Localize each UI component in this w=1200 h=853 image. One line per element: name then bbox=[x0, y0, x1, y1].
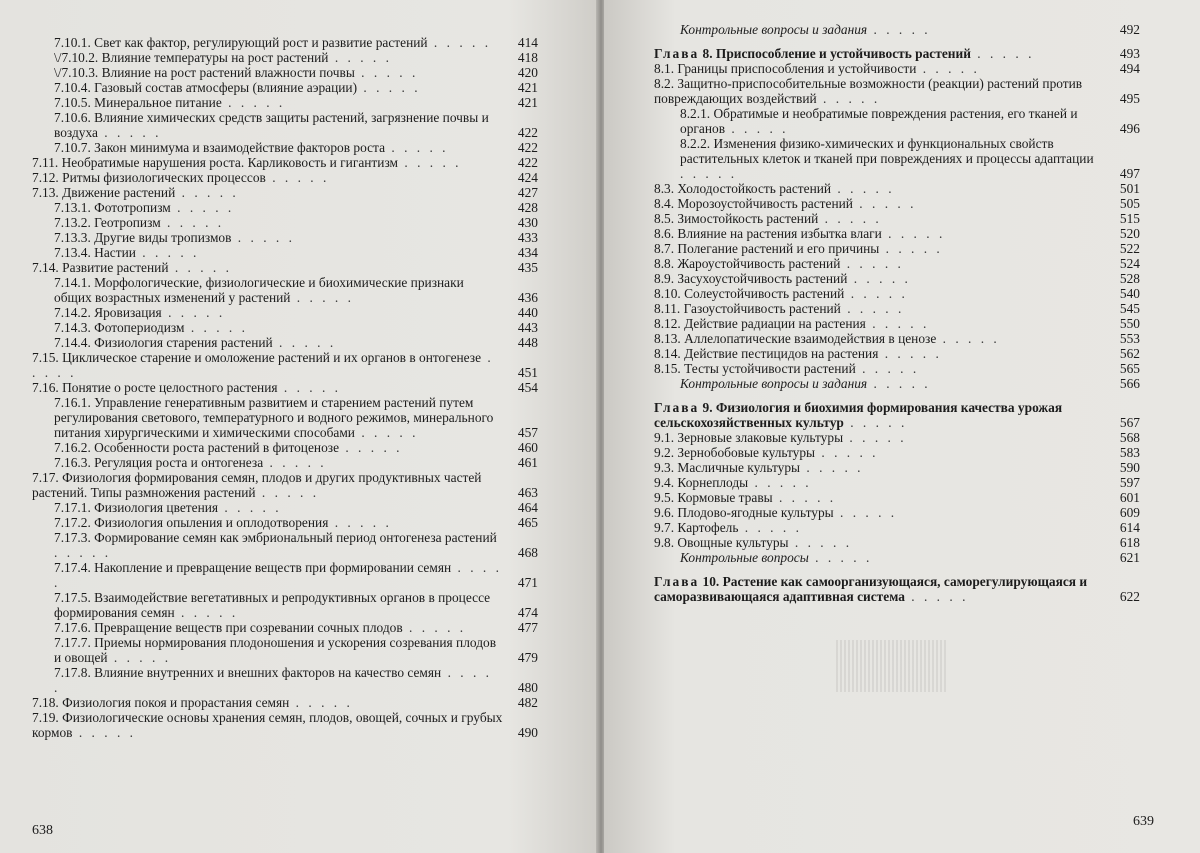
dot-leader: . . . . . bbox=[398, 155, 462, 170]
toc-entry-page: 428 bbox=[517, 200, 538, 215]
toc-entry-page: 590 bbox=[1119, 460, 1140, 475]
toc-entry-title: 9.4. Корнеплоды bbox=[654, 475, 749, 490]
toc-entry-title: 7.18. Физиология покоя и прорастания семян bbox=[32, 695, 290, 710]
toc-entry-title: 7.15. Циклическое старение и омоложение растений и их органов в онтогенезе bbox=[32, 350, 482, 365]
toc-entry-page: 597 bbox=[1119, 475, 1140, 490]
toc-entry-page: 427 bbox=[517, 185, 538, 200]
dot-leader: . . . . . bbox=[265, 170, 330, 185]
chapter-prefix: Глава bbox=[654, 574, 700, 589]
toc-entry-title: 9.8. Овощные культуры bbox=[654, 535, 789, 550]
toc-entry-page: 457 bbox=[517, 425, 538, 440]
dot-leader: . . . . . bbox=[680, 166, 738, 181]
toc-entry-title: 8.12. Действие радиации на растения bbox=[654, 316, 866, 331]
toc-entry-title: 7.13. Движение растений bbox=[32, 185, 176, 200]
toc-entry-title: 9.2. Зернобобовые культуры bbox=[654, 445, 816, 460]
toc-entry bbox=[32, 530, 538, 560]
toc-entry bbox=[32, 215, 538, 230]
toc-entry bbox=[654, 376, 1140, 391]
toc-entry bbox=[654, 256, 1140, 271]
toc-entry-page: 618 bbox=[1119, 535, 1140, 550]
dot-leader: . . . . . bbox=[72, 725, 136, 740]
toc-entry-page: 545 bbox=[1119, 301, 1140, 316]
dot-leader: . . . . . bbox=[272, 335, 337, 350]
toc-entry bbox=[654, 331, 1140, 346]
toc-entry-page: 418 bbox=[517, 50, 538, 65]
dot-leader: . . . . . bbox=[904, 589, 969, 604]
toc-entry-page: 422 bbox=[517, 125, 538, 140]
toc-entry bbox=[32, 440, 538, 455]
toc-entry-page: 493 bbox=[1119, 46, 1140, 61]
toc-entry-title: 8.11. Газоустойчивость растений bbox=[654, 301, 841, 316]
dot-leader: . . . . . bbox=[855, 361, 920, 376]
toc-entry-page: 497 bbox=[1119, 166, 1140, 181]
toc-entry-title: 8.15. Тесты устойчивости растений bbox=[654, 361, 856, 376]
dot-leader: . . . . . bbox=[54, 665, 493, 695]
dot-leader: . . . . . bbox=[843, 415, 908, 430]
dot-leader: . . . . . bbox=[840, 256, 904, 271]
toc-entry-page: 420 bbox=[517, 65, 538, 80]
toc-entry-title: 7.10.4. Газовый состав атмосферы (влияние аэрации) bbox=[54, 80, 358, 95]
toc-entry-title: 7.14.4. Физиология старения растений bbox=[54, 335, 273, 350]
toc-entry-page: 463 bbox=[517, 485, 538, 500]
dot-leader: . . . . . bbox=[831, 181, 895, 196]
dot-leader: . . . . . bbox=[816, 91, 881, 106]
toc-entry-page: 479 bbox=[517, 650, 538, 665]
dot-leader: . . . . . bbox=[174, 605, 239, 620]
toc-entry-page: 477 bbox=[517, 620, 538, 635]
toc-entry-title: 7.13.4. Настии bbox=[54, 245, 136, 260]
toc-entry bbox=[654, 316, 1140, 331]
dot-leader: . . . . . bbox=[97, 125, 162, 140]
toc-entry-title: 7.17.1. Физиология цветения bbox=[54, 500, 219, 515]
toc-entry bbox=[32, 65, 538, 80]
toc-entry-title: 8.1. Границы приспособления и устойчивости bbox=[654, 61, 917, 76]
dot-leader: . . . . . bbox=[936, 331, 1000, 346]
toc-entry-title: 7.13.2. Геотропизм bbox=[54, 215, 161, 230]
toc-entry-page: 465 bbox=[517, 515, 538, 530]
toc-entry-title: 7.17. Физиология формирования семян, плодов и других продуктивных частей растений. Типы размножения растений bbox=[32, 470, 482, 500]
toc-entry-title: 7.17.8. Влияние внутренних и внешних факторов на качество семян bbox=[54, 665, 442, 680]
toc-entry-page: 421 bbox=[517, 80, 538, 95]
dot-leader: . . . . . bbox=[833, 505, 898, 520]
dot-leader: . . . . . bbox=[843, 430, 907, 445]
toc-entry bbox=[654, 76, 1140, 106]
toc-entry-page: 601 bbox=[1119, 490, 1140, 505]
toc-entry bbox=[654, 460, 1140, 475]
toc-entry bbox=[654, 196, 1140, 211]
toc-entry-title: 7.10.7. Закон минимума и взаимодействие факторов роста bbox=[54, 140, 386, 155]
toc-entry-page: 567 bbox=[1119, 415, 1140, 430]
toc-entry bbox=[654, 46, 1140, 61]
toc-entry bbox=[32, 50, 538, 65]
toc-entry-title: 7.19. Физиологические основы хранения семян, плодов, овощей, сочных и грубых кормов bbox=[32, 710, 503, 740]
dot-leader: . . . . . bbox=[221, 95, 286, 110]
toc-entry-title: 7.17.4. Накопление и превращение веществ при формировании семян bbox=[54, 560, 452, 575]
toc-entry bbox=[32, 635, 538, 665]
dot-leader: . . . . . bbox=[290, 290, 354, 305]
toc-entry-title: 7.17.2. Физиология опыления и оплодотворения bbox=[54, 515, 329, 530]
toc-entry-title: 8.13. Аллелопатические взаимодействия в ценозе bbox=[654, 331, 937, 346]
toc-entry-page: 430 bbox=[517, 215, 538, 230]
toc-entry-title: 7.16.1. Управление генеративным развитием и старением растений путем регулирования светового, температурного и водного режимов, минерального питания хирургическими и химическими способами bbox=[54, 395, 494, 440]
toc-entry-title: 8.10. Солеустойчивость растений bbox=[654, 286, 845, 301]
toc-entry-page: 414 bbox=[517, 35, 538, 50]
toc-entry bbox=[654, 361, 1140, 376]
toc-entry-page: 460 bbox=[517, 440, 538, 455]
toc-entry-title: 7.14.2. Яровизация bbox=[54, 305, 162, 320]
toc-entry bbox=[32, 395, 538, 440]
toc-entry bbox=[654, 301, 1140, 316]
toc-entry bbox=[32, 140, 538, 155]
toc-entry bbox=[32, 260, 538, 275]
dot-leader: . . . . . bbox=[725, 121, 789, 136]
toc-entry-title: 10. Растение как самоорганизующаяся, саморегулирующаяся и саморазвивающаяся адаптивная система bbox=[654, 574, 1088, 604]
toc-entry-page: 451 bbox=[517, 365, 538, 380]
toc-entry-title: 9.1. Зерновые злаковые культуры bbox=[654, 430, 844, 445]
toc-entry bbox=[654, 61, 1140, 76]
toc-entry-page: 496 bbox=[1119, 121, 1140, 136]
toc-entry bbox=[32, 35, 538, 50]
dot-leader: . . . . . bbox=[328, 50, 392, 65]
bleed-through-barcode bbox=[836, 640, 946, 692]
dot-leader: . . . . . bbox=[808, 550, 873, 565]
toc-left bbox=[32, 35, 538, 740]
dot-leader: . . . . . bbox=[748, 475, 812, 490]
toc-entry-title: 7.13.3. Другие виды тропизмов bbox=[54, 230, 232, 245]
toc-entry bbox=[32, 590, 538, 620]
toc-entry-title: 8.6. Влияние на растения избытка влаги bbox=[654, 226, 882, 241]
dot-leader: . . . . . bbox=[339, 440, 403, 455]
dot-leader: . . . . . bbox=[916, 61, 980, 76]
toc-entry bbox=[654, 241, 1140, 256]
toc-entry-title: 8.3. Холодостойкость растений bbox=[654, 181, 832, 196]
toc-entry bbox=[32, 275, 538, 305]
dot-leader: . . . . . bbox=[847, 271, 911, 286]
toc-entry bbox=[32, 470, 538, 500]
dot-leader: . . . . . bbox=[168, 260, 232, 275]
toc-entry bbox=[32, 350, 538, 380]
toc-entry-title: 7.10.6. Влияние химических средств защиты растений, загрязнение почвы и воздуха bbox=[54, 110, 489, 140]
toc-entry bbox=[654, 430, 1140, 445]
toc-entry-page: 495 bbox=[1119, 91, 1140, 106]
toc-entry bbox=[32, 515, 538, 530]
toc-entry-page: 492 bbox=[1119, 22, 1140, 37]
toc-entry-title: \/7.10.2. Влияние температуры на рост растений bbox=[54, 50, 329, 65]
toc-entry bbox=[654, 520, 1140, 535]
dot-leader: . . . . . bbox=[844, 286, 908, 301]
page-number-right: 639 bbox=[1133, 814, 1154, 829]
dot-leader: . . . . . bbox=[818, 211, 882, 226]
toc-entry-page: 422 bbox=[517, 155, 538, 170]
toc-entry-page: 524 bbox=[1119, 256, 1140, 271]
toc-entry-title: 8.14. Действие пестицидов на растения bbox=[654, 346, 879, 361]
toc-entry-title: 9.3. Масличные культуры bbox=[654, 460, 801, 475]
dot-leader: . . . . . bbox=[867, 376, 931, 391]
toc-entry bbox=[32, 380, 538, 395]
toc-entry-title: 7.16.3. Регуляция роста и онтогенеза bbox=[54, 455, 264, 470]
toc-entry-title: 7.16.2. Особенности роста растений в фитоценозе bbox=[54, 440, 340, 455]
toc-entry bbox=[32, 320, 538, 335]
toc-entry bbox=[654, 550, 1140, 565]
toc-entry-page: 621 bbox=[1119, 550, 1140, 565]
toc-entry-page: 433 bbox=[517, 230, 538, 245]
chapter-prefix: Глава bbox=[654, 400, 700, 415]
toc-entry-page: 520 bbox=[1119, 226, 1140, 241]
toc-entry bbox=[654, 226, 1140, 241]
toc-entry-page: 622 bbox=[1119, 589, 1140, 604]
toc-entry-page: 448 bbox=[517, 335, 538, 350]
toc-entry-title: 7.17.3. Формирование семян как эмбриональный период онтогенеза растений bbox=[54, 530, 497, 545]
dot-leader: . . . . . bbox=[160, 215, 225, 230]
toc-entry-page: 522 bbox=[1119, 241, 1140, 256]
toc-entry bbox=[654, 286, 1140, 301]
toc-entry bbox=[654, 22, 1140, 37]
dot-leader: . . . . . bbox=[184, 320, 248, 335]
toc-entry-title: 7.17.7. Приемы нормирования плодоношения и ускорения созревания плодов и овощей bbox=[54, 635, 497, 665]
toc-entry-page: 494 bbox=[1119, 61, 1140, 76]
toc-entry bbox=[32, 695, 538, 710]
dot-leader: . . . . . bbox=[135, 245, 200, 260]
dot-leader: . . . . . bbox=[878, 346, 942, 361]
toc-entry-page: 474 bbox=[517, 605, 538, 620]
dot-leader: . . . . . bbox=[427, 35, 492, 50]
toc-entry bbox=[32, 80, 538, 95]
toc-entry-page: 540 bbox=[1119, 286, 1140, 301]
toc-entry bbox=[32, 665, 538, 695]
toc-entry-page: 454 bbox=[517, 380, 538, 395]
toc-entry bbox=[32, 185, 538, 200]
toc-entry-title: 9.5. Кормовые травы bbox=[654, 490, 773, 505]
toc-entry-page: 515 bbox=[1119, 211, 1140, 226]
dot-leader: . . . . . bbox=[170, 200, 235, 215]
dot-leader: . . . . . bbox=[354, 425, 419, 440]
toc-entry-page: 490 bbox=[517, 725, 538, 740]
dot-leader: . . . . . bbox=[357, 80, 421, 95]
dot-leader: . . . . . bbox=[218, 500, 282, 515]
toc-entry-page: 528 bbox=[1119, 271, 1140, 286]
toc-entry-title: 7.13.1. Фототропизм bbox=[54, 200, 171, 215]
toc-entry-title: 8.8. Жароустойчивость растений bbox=[654, 256, 841, 271]
toc-entry-title: 7.14.3. Фотопериодизм bbox=[54, 320, 185, 335]
dot-leader: . . . . . bbox=[772, 490, 837, 505]
toc-entry bbox=[654, 475, 1140, 490]
toc-entry bbox=[32, 500, 538, 515]
toc-entry bbox=[654, 136, 1140, 181]
toc-entry bbox=[32, 560, 538, 590]
toc-entry-title: 7.10.1. Свет как фактор, регулирующий рост и развитие растений bbox=[54, 35, 428, 50]
toc-entry bbox=[654, 346, 1140, 361]
toc-entry-page: 565 bbox=[1119, 361, 1140, 376]
toc-entry-title: 7.11. Необратимые нарушения роста. Карликовость и гигантизм bbox=[32, 155, 399, 170]
toc-entry-page: 505 bbox=[1119, 196, 1140, 211]
dot-leader: . . . . . bbox=[328, 515, 392, 530]
dot-leader: . . . . . bbox=[255, 485, 320, 500]
toc-entry-page: 436 bbox=[517, 290, 538, 305]
toc-entry-page: 583 bbox=[1119, 445, 1140, 460]
toc-entry-title: 7.17.6. Превращение веществ при созревании сочных плодов bbox=[54, 620, 403, 635]
toc-entry-page: 424 bbox=[517, 170, 538, 185]
toc-entry-title: 7.12. Ритмы физиологических процессов bbox=[32, 170, 266, 185]
toc-entry bbox=[654, 211, 1140, 226]
toc-entry bbox=[654, 181, 1140, 196]
toc-entry-page: 443 bbox=[517, 320, 538, 335]
toc-entry-title: Контрольные вопросы bbox=[680, 550, 809, 565]
toc-entry-page: 501 bbox=[1119, 181, 1140, 196]
toc-entry-page: 422 bbox=[517, 140, 538, 155]
toc-entry bbox=[654, 505, 1140, 520]
dot-leader: . . . . . bbox=[852, 196, 917, 211]
dot-leader: . . . . . bbox=[32, 350, 494, 380]
toc-entry-page: 421 bbox=[517, 95, 538, 110]
dot-leader: . . . . . bbox=[54, 560, 502, 590]
toc-entry-page: 468 bbox=[517, 545, 538, 560]
dot-leader: . . . . . bbox=[161, 305, 226, 320]
toc-entry-page: 435 bbox=[517, 260, 538, 275]
toc-entry bbox=[654, 106, 1140, 136]
dot-leader: . . . . . bbox=[277, 380, 342, 395]
toc-entry bbox=[32, 230, 538, 245]
toc-entry-page: 614 bbox=[1119, 520, 1140, 535]
toc-entry bbox=[654, 271, 1140, 286]
chapter-prefix: Глава bbox=[654, 46, 700, 61]
dot-leader: . . . . . bbox=[840, 301, 905, 316]
dot-leader: . . . . . bbox=[881, 226, 946, 241]
toc-entry bbox=[32, 95, 538, 110]
toc-entry-title: 8.2. Защитно-приспособительные возможности (реакции) растений против повреждающих воздействий bbox=[654, 76, 1083, 106]
toc-entry-title: 7.14.1. Морфологические, физиологические и биохимические признаки общих возрастных изменений у растений bbox=[54, 275, 464, 305]
dot-leader: . . . . . bbox=[107, 650, 172, 665]
toc-entry-page: 568 bbox=[1119, 430, 1140, 445]
toc-entry-page: 609 bbox=[1119, 505, 1140, 520]
dot-leader: . . . . . bbox=[263, 455, 327, 470]
toc-entry-title: 7.17.5. Взаимодействие вегетативных и репродуктивных органов в процессе формирования семян bbox=[54, 590, 491, 620]
toc-entry bbox=[32, 620, 538, 635]
dot-leader: . . . . . bbox=[867, 22, 931, 37]
dot-leader: . . . . . bbox=[54, 545, 112, 560]
toc-entry-title: 9. Физиология и биохимия формирования качества урожая сельскохозяйственных культур bbox=[654, 400, 1063, 430]
toc-entry-page: 553 bbox=[1119, 331, 1140, 346]
dot-leader: . . . . . bbox=[800, 460, 864, 475]
toc-entry-page: 461 bbox=[517, 455, 538, 470]
toc-entry-title: 9.7. Картофель bbox=[654, 520, 739, 535]
toc-entry-title: 8.5. Зимостойкость растений bbox=[654, 211, 819, 226]
toc-entry bbox=[654, 535, 1140, 550]
toc-entry bbox=[32, 455, 538, 470]
dot-leader: . . . . . bbox=[231, 230, 295, 245]
toc-entry-page: 562 bbox=[1119, 346, 1140, 361]
toc-entry-title: 8. Приспособление и устойчивость растений bbox=[702, 46, 971, 61]
dot-leader: . . . . . bbox=[788, 535, 853, 550]
toc-entry-title: 8.4. Морозоустойчивость растений bbox=[654, 196, 853, 211]
dot-leader: . . . . . bbox=[385, 140, 449, 155]
dot-leader: . . . . . bbox=[402, 620, 467, 635]
toc-entry bbox=[32, 335, 538, 350]
toc-entry bbox=[32, 305, 538, 320]
toc-entry-page: 566 bbox=[1119, 376, 1140, 391]
toc-entry bbox=[32, 245, 538, 260]
dot-leader: . . . . . bbox=[865, 316, 930, 331]
toc-entry bbox=[32, 155, 538, 170]
toc-entry-title: \/7.10.3. Влияние на рост растений влажности почвы bbox=[54, 65, 355, 80]
toc-entry bbox=[32, 170, 538, 185]
toc-entry-page: 471 bbox=[517, 575, 538, 590]
toc-entry-title: 7.16. Понятие о росте целостного растения bbox=[32, 380, 278, 395]
toc-entry-title: 8.2.1. Обратимые и необратимые повреждения растения, его тканей и органов bbox=[680, 106, 1078, 136]
toc-entry-page: 464 bbox=[517, 500, 538, 515]
toc-entry bbox=[654, 400, 1140, 430]
toc-right bbox=[654, 22, 1140, 604]
toc-entry bbox=[654, 445, 1140, 460]
dot-leader: . . . . . bbox=[879, 241, 943, 256]
toc-entry-title: 7.10.5. Минеральное питание bbox=[54, 95, 222, 110]
toc-entry bbox=[32, 710, 538, 740]
toc-entry bbox=[32, 110, 538, 140]
toc-entry-page: 440 bbox=[517, 305, 538, 320]
dot-leader: . . . . . bbox=[815, 445, 879, 460]
toc-entry bbox=[654, 574, 1140, 604]
dot-leader: . . . . . bbox=[738, 520, 802, 535]
toc-entry-title: 9.6. Плодово-ягодные культуры bbox=[654, 505, 834, 520]
toc-entry-page: 480 bbox=[517, 680, 538, 695]
toc-entry-title: 7.14. Развитие растений bbox=[32, 260, 169, 275]
toc-entry-page: 550 bbox=[1119, 316, 1140, 331]
dot-leader: . . . . . bbox=[970, 46, 1035, 61]
page-number-left: 638 bbox=[32, 823, 53, 838]
toc-entry-title: Контрольные вопросы и задания bbox=[680, 376, 868, 391]
dot-leader: . . . . . bbox=[354, 65, 419, 80]
toc-entry-title: 8.9. Засухоустойчивость растений bbox=[654, 271, 848, 286]
dot-leader: . . . . . bbox=[175, 185, 239, 200]
toc-entry bbox=[654, 490, 1140, 505]
dot-leader: . . . . . bbox=[289, 695, 353, 710]
toc-entry-title: 8.2.2. Изменения физико-химических и функциональных свойств растительных клеток и тканей при повреждениях и процессы адаптации bbox=[680, 136, 1094, 166]
toc-entry-page: 434 bbox=[517, 245, 538, 260]
toc-entry-page: 482 bbox=[517, 695, 538, 710]
toc-entry-title: 8.7. Полегание растений и его причины bbox=[654, 241, 880, 256]
toc-entry-title: Контрольные вопросы и задания bbox=[680, 22, 868, 37]
toc-entry bbox=[32, 200, 538, 215]
